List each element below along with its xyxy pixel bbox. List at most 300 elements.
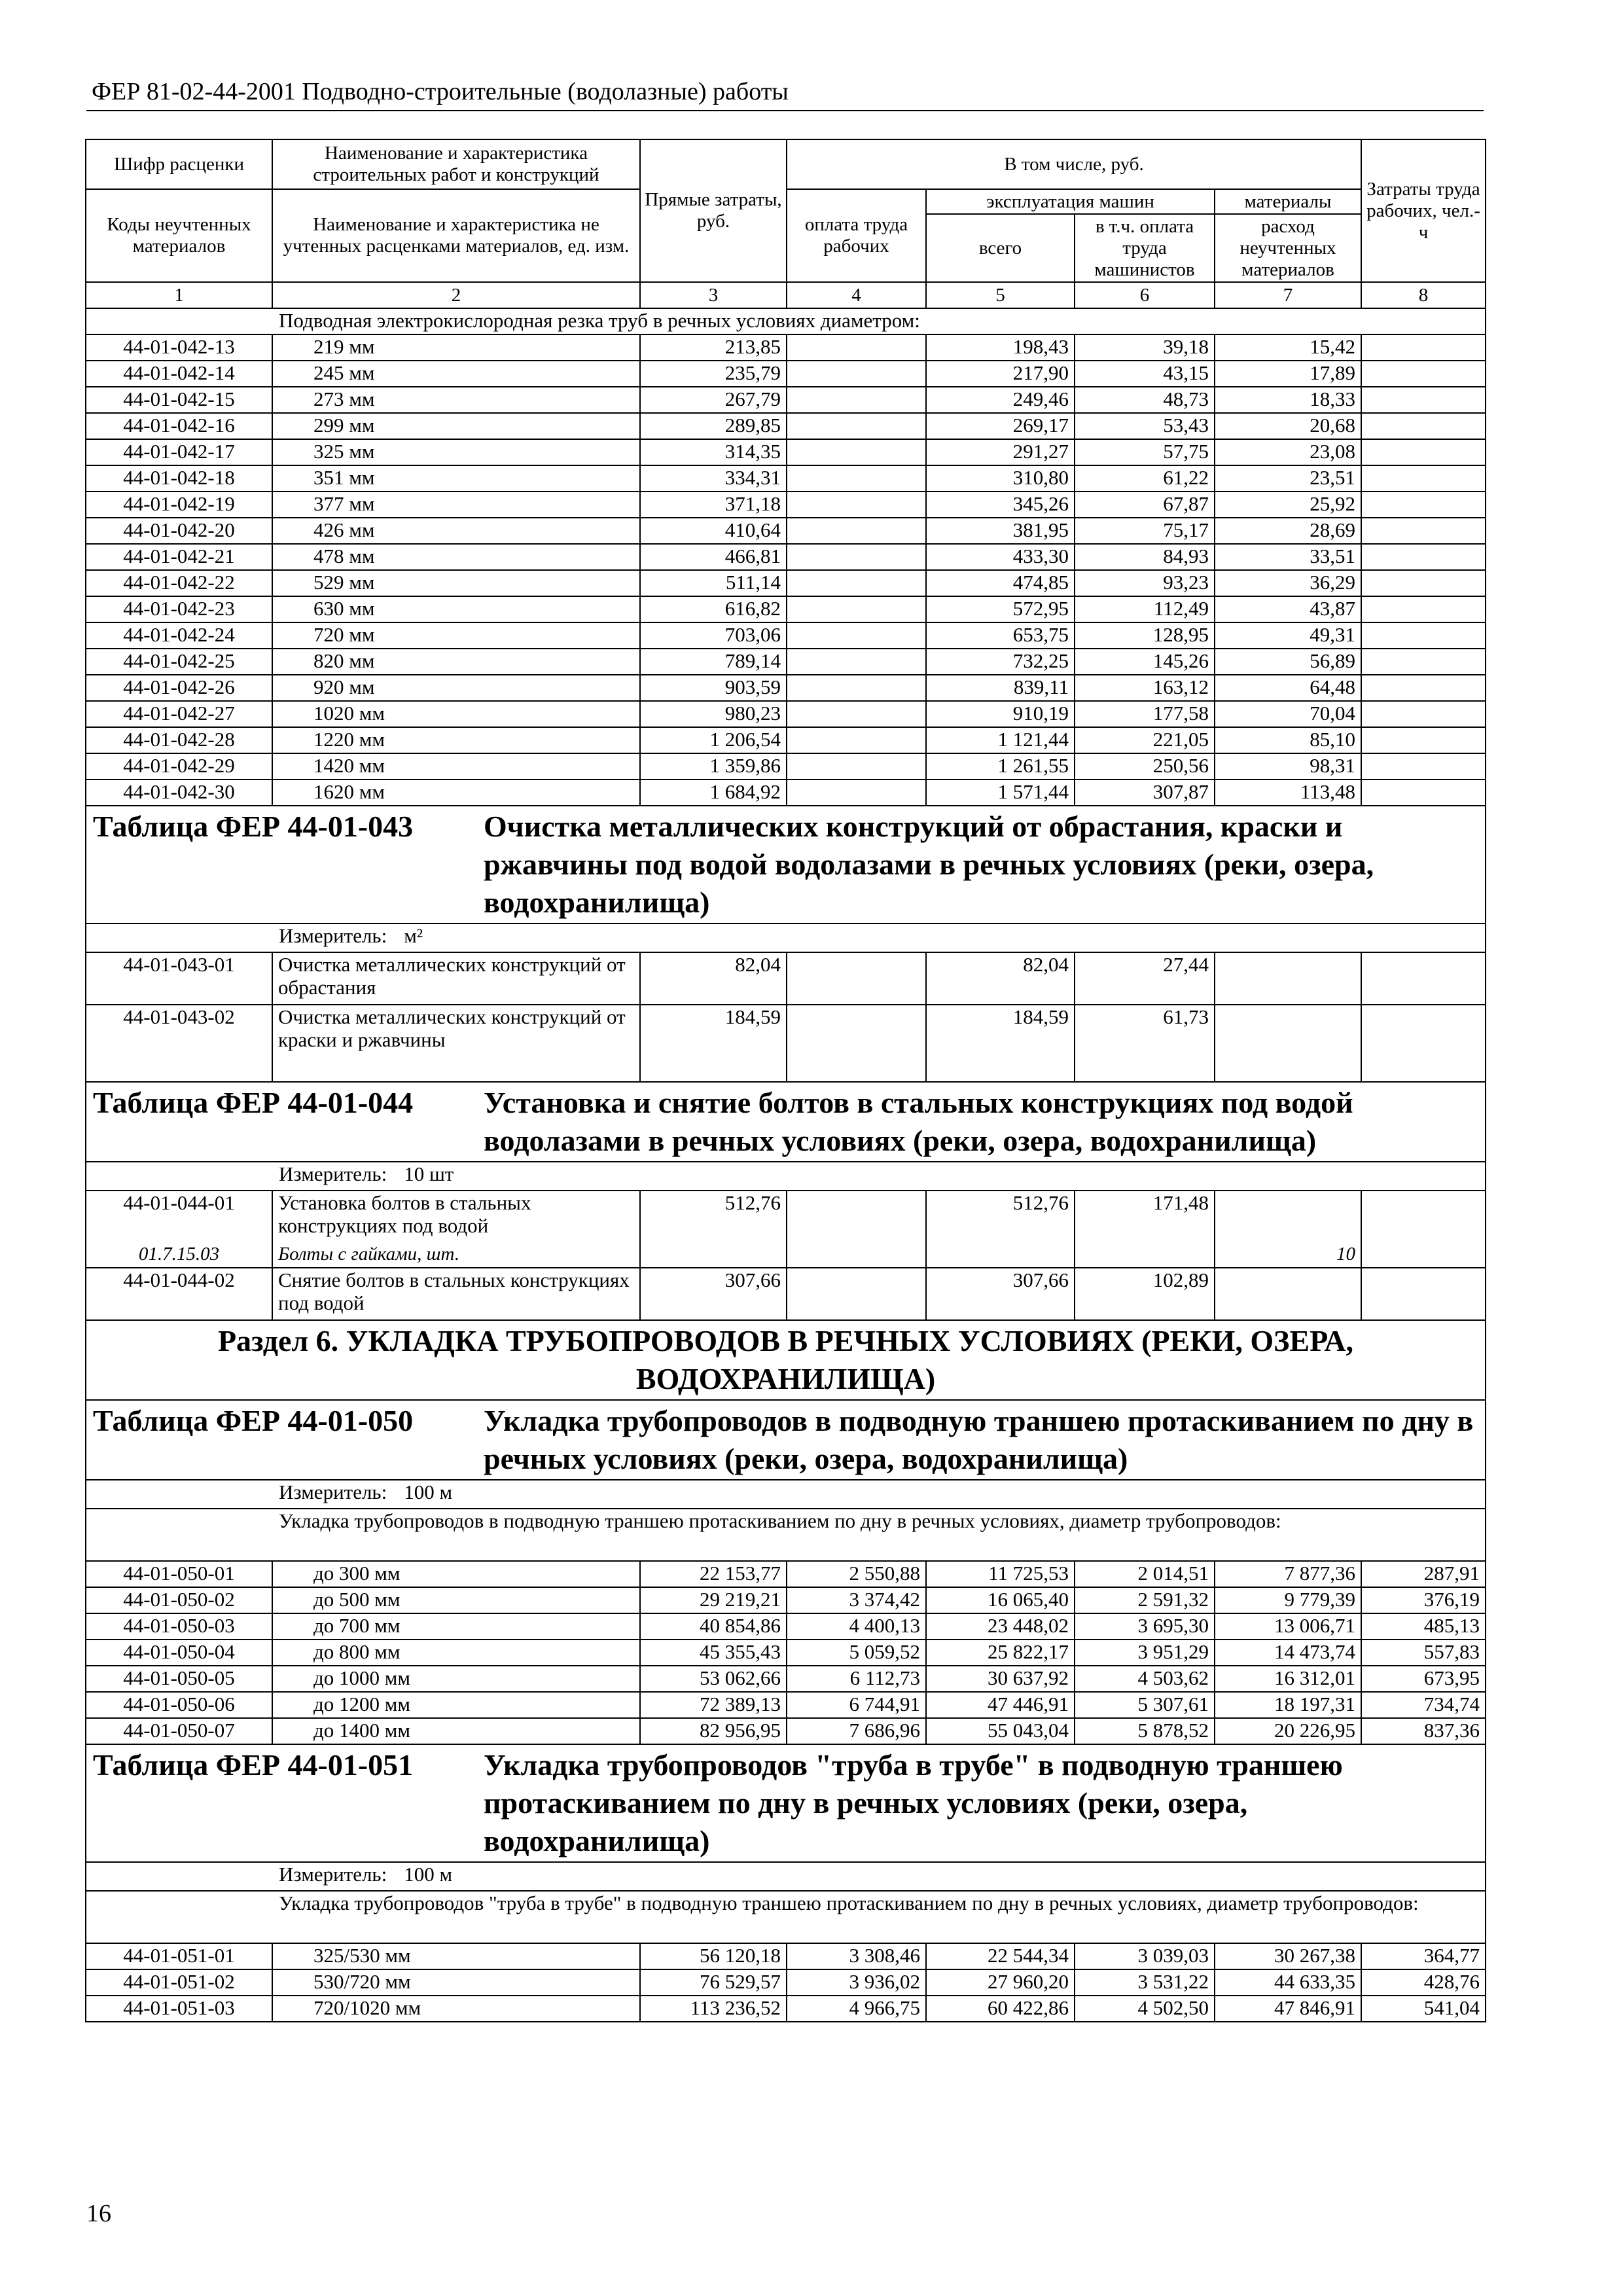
row-labor [787, 753, 926, 780]
row-hours [1361, 753, 1486, 780]
row-mach-labor: 171,48 [1075, 1191, 1215, 1243]
row-code: 44-01-050-06 [86, 1692, 272, 1718]
row-mach-labor: 48,73 [1075, 387, 1215, 413]
col-header-machines-labor: в т.ч. оплата труда машинистов [1075, 214, 1215, 282]
row-labor [787, 334, 926, 361]
table-043-title: Очистка металлических конструкций от обрастания, краски и ржавчины под водой водолазами в речных условиях (реки, озера, водохранилища) [484, 810, 1374, 919]
table-row [86, 334, 1486, 361]
row-labor [787, 413, 926, 439]
col-number: 3 [640, 282, 787, 308]
row-direct: 307,66 [640, 1268, 787, 1320]
price-table-content [85, 139, 1485, 2022]
row-name: Очистка металлических конструкций от краски и ржавчины [272, 1005, 640, 1082]
measure-label: Измеритель: [279, 1480, 387, 1503]
row-mach: 1 121,44 [926, 727, 1075, 753]
table-row [86, 1005, 1486, 1082]
table-051-heading [86, 1744, 1486, 1862]
table-044-number: Таблица ФЕР 44-01-044 [93, 1086, 414, 1119]
row-direct: 511,14 [640, 570, 787, 596]
table-044-heading [86, 1082, 1486, 1162]
row-labor: 3 936,02 [787, 1969, 926, 1996]
row-direct: 82 956,95 [640, 1718, 787, 1744]
row-name: 920 мм [272, 675, 640, 701]
row-mach-labor: 3 531,22 [1075, 1969, 1215, 1996]
table-row [86, 1587, 1486, 1613]
table-row [86, 1692, 1486, 1718]
row-code: 44-01-042-26 [86, 675, 272, 701]
table-050-number: Таблица ФЕР 44-01-050 [93, 1404, 414, 1437]
row-code: 44-01-042-27 [86, 701, 272, 727]
row-mach-labor: 61,73 [1075, 1005, 1215, 1082]
row-mat: 18 197,31 [1215, 1692, 1361, 1718]
row-code: 44-01-051-03 [86, 1996, 272, 2022]
row-code: 44-01-042-13 [86, 334, 272, 361]
row-direct: 82,04 [640, 952, 787, 1005]
row-hours [1361, 1268, 1486, 1320]
section-6-title: Раздел 6. УКЛАДКА ТРУБОПРОВОДОВ В РЕЧНЫХ УСЛОВИЯХ (РЕКИ, ОЗЕРА, ВОДОХРАНИЛИЩА) [86, 1320, 1486, 1400]
col-number: 4 [787, 282, 926, 308]
row-mach: 249,46 [926, 387, 1075, 413]
row-mat: 28,69 [1215, 518, 1361, 544]
row-mat: 25,92 [1215, 492, 1361, 518]
row-name: 273 мм [272, 387, 640, 413]
col-number: 7 [1215, 282, 1361, 308]
row-mach-labor: 75,17 [1075, 518, 1215, 544]
row-code: 44-01-050-03 [86, 1613, 272, 1640]
col-header-direct: Прямые затраты, руб. [640, 139, 787, 282]
row-mat: 13 006,71 [1215, 1613, 1361, 1640]
row-code: 44-01-050-01 [86, 1561, 272, 1587]
row-mach: 82,04 [926, 952, 1075, 1005]
row-mat: 47 846,91 [1215, 1996, 1361, 2022]
row-name: до 500 мм [272, 1587, 640, 1613]
row-direct: 410,64 [640, 518, 787, 544]
row-mat [1215, 1005, 1361, 1082]
row-mat [1215, 1191, 1361, 1243]
row-name: до 1000 мм [272, 1666, 640, 1692]
row-labor: 6 112,73 [787, 1666, 926, 1692]
row-hours [1361, 439, 1486, 465]
row-labor [787, 570, 926, 596]
row-labor [787, 1268, 926, 1320]
row-hours: 376,19 [1361, 1587, 1486, 1613]
table-row [86, 1718, 1486, 1744]
row-direct: 1 206,54 [640, 727, 787, 753]
row-hours [1361, 649, 1486, 675]
col-header-incl: В том числе, руб. [787, 139, 1361, 189]
table-050-measure [86, 1480, 1486, 1509]
row-mat [1215, 952, 1361, 1005]
table-row [86, 413, 1486, 439]
row-hours: 541,04 [1361, 1996, 1486, 2022]
row-mach-labor: 27,44 [1075, 952, 1215, 1005]
row-mach: 474,85 [926, 570, 1075, 596]
row-code: 44-01-042-21 [86, 544, 272, 570]
col-header-name-materials: Наименование и характеристика не учтенных расценками материалов, ед. изм. [272, 189, 640, 282]
row-hours: 673,95 [1361, 1666, 1486, 1692]
row-mat: 23,08 [1215, 439, 1361, 465]
table-050-title: Укладка трубопроводов в подводную траншею протаскиванием по дну в речных условиях (реки, озера, водохранилища) [484, 1404, 1474, 1475]
row-mach-labor: 3 951,29 [1075, 1640, 1215, 1666]
table-row [86, 1561, 1486, 1587]
row-mach-labor: 250,56 [1075, 753, 1215, 780]
table-043-measure [86, 924, 1486, 952]
row-name: 377 мм [272, 492, 640, 518]
table-row [86, 1640, 1486, 1666]
col-header-machines-total: всего [926, 214, 1075, 282]
row-code: 44-01-042-15 [86, 387, 272, 413]
col-header-labor-cost: Затраты труда рабочих, чел.-ч [1361, 139, 1486, 282]
row-hours [1361, 1005, 1486, 1082]
row-mach: 307,66 [926, 1268, 1075, 1320]
row-labor: 3 308,46 [787, 1943, 926, 1969]
row-mach: 60 422,86 [926, 1996, 1075, 2022]
row-mat: 9 779,39 [1215, 1587, 1361, 1613]
row-mat: 56,89 [1215, 649, 1361, 675]
row-direct: 267,79 [640, 387, 787, 413]
row-hours [1361, 701, 1486, 727]
row-name: 478 мм [272, 544, 640, 570]
row-labor [787, 439, 926, 465]
row-hours [1361, 518, 1486, 544]
row-code: 44-01-042-22 [86, 570, 272, 596]
row-mach-labor: 5 307,61 [1075, 1692, 1215, 1718]
row-mat: 36,29 [1215, 570, 1361, 596]
row-name: 530/720 мм [272, 1969, 640, 1996]
row-name: до 800 мм [272, 1640, 640, 1666]
row-hours [1361, 1191, 1486, 1243]
row-name: 325 мм [272, 439, 640, 465]
table-row [86, 727, 1486, 753]
running-header: ФЕР 81-02-44-2001 Подводно-строительные (водолазные) работы [92, 78, 789, 105]
row-labor: 6 744,91 [787, 1692, 926, 1718]
row-mach-labor: 39,18 [1075, 334, 1215, 361]
row-mat: 18,33 [1215, 387, 1361, 413]
row-direct: 466,81 [640, 544, 787, 570]
table-044-measure [86, 1162, 1486, 1191]
row-mat: 23,51 [1215, 465, 1361, 492]
row-name: Очистка металлических конструкций от обрастания [272, 952, 640, 1005]
row-name: 351 мм [272, 465, 640, 492]
row-code: 44-01-042-29 [86, 753, 272, 780]
row-code: 44-01-042-17 [86, 439, 272, 465]
row-mach: 345,26 [926, 492, 1075, 518]
row-mach: 291,27 [926, 439, 1075, 465]
row-direct: 1 359,86 [640, 753, 787, 780]
row-mach: 47 446,91 [926, 1692, 1075, 1718]
row-mat: 85,10 [1215, 727, 1361, 753]
header-rule [86, 110, 1484, 111]
price-table-body [86, 139, 1486, 2022]
row-mach-labor: 53,43 [1075, 413, 1215, 439]
row-hours [1361, 361, 1486, 387]
row-labor: 4 400,13 [787, 1613, 926, 1640]
row-mach-labor: 57,75 [1075, 439, 1215, 465]
row-mach-labor: 5 878,52 [1075, 1718, 1215, 1744]
measure-unit: м² [404, 924, 423, 947]
col-header-materials-unaccounted: расход неучтенных материалов [1215, 214, 1361, 282]
row-code: 44-01-050-07 [86, 1718, 272, 1744]
table-row [86, 439, 1486, 465]
row-mat: 20,68 [1215, 413, 1361, 439]
col-number: 1 [86, 282, 272, 308]
table-row [86, 649, 1486, 675]
row-mach-labor: 2 591,32 [1075, 1587, 1215, 1613]
row-mach-labor: 145,26 [1075, 649, 1215, 675]
table-row [86, 1996, 1486, 2022]
row-labor [787, 727, 926, 753]
table-row [86, 1613, 1486, 1640]
row-direct: 980,23 [640, 701, 787, 727]
row-code: 44-01-043-01 [86, 952, 272, 1005]
table-row [86, 492, 1486, 518]
row-code: 44-01-051-02 [86, 1969, 272, 1996]
col-header-labor: оплата труда рабочих [787, 189, 926, 282]
row-direct: 703,06 [640, 622, 787, 649]
row-code: 44-01-042-23 [86, 596, 272, 622]
row-hours: 734,74 [1361, 1692, 1486, 1718]
material-qty: 10 [1215, 1243, 1361, 1268]
row-labor: 2 550,88 [787, 1561, 926, 1587]
row-mat: 17,89 [1215, 361, 1361, 387]
row-direct: 76 529,57 [640, 1969, 787, 1996]
measure-unit: 10 шт [404, 1162, 454, 1185]
col-header-code-materials: Коды неучтенных материалов [86, 189, 272, 282]
row-labor: 7 686,96 [787, 1718, 926, 1744]
row-labor [787, 361, 926, 387]
row-hours [1361, 544, 1486, 570]
row-name: 720 мм [272, 622, 640, 649]
row-name: 219 мм [272, 334, 640, 361]
row-direct: 371,18 [640, 492, 787, 518]
row-mach: 27 960,20 [926, 1969, 1075, 1996]
row-direct: 29 219,21 [640, 1587, 787, 1613]
table-row [86, 387, 1486, 413]
row-hours: 287,91 [1361, 1561, 1486, 1587]
table-row [86, 544, 1486, 570]
row-direct: 289,85 [640, 413, 787, 439]
row-mat: 44 633,35 [1215, 1969, 1361, 1996]
row-direct: 72 389,13 [640, 1692, 787, 1718]
row-mach-labor: 221,05 [1075, 727, 1215, 753]
row-code: 44-01-042-16 [86, 413, 272, 439]
row-mach-labor: 93,23 [1075, 570, 1215, 596]
group-intro: Подводная электрокислородная резка труб в речных условиях диаметром: [86, 308, 1486, 334]
row-name: 1620 мм [272, 780, 640, 806]
row-name: 529 мм [272, 570, 640, 596]
table-row [86, 622, 1486, 649]
row-mat: 16 312,01 [1215, 1666, 1361, 1692]
row-mach-labor: 177,58 [1075, 701, 1215, 727]
col-number: 2 [272, 282, 640, 308]
table-051-measure [86, 1862, 1486, 1891]
col-header-code: Шифр расценки [86, 139, 272, 189]
row-code: 44-01-050-04 [86, 1640, 272, 1666]
group-intro: Укладка трубопроводов в подводную траншею протаскиванием по дну в речных условиях, диаметр трубопроводов: [86, 1509, 1486, 1561]
row-mach: 839,11 [926, 675, 1075, 701]
row-hours: 485,13 [1361, 1613, 1486, 1640]
row-mach-labor: 102,89 [1075, 1268, 1215, 1320]
row-hours [1361, 413, 1486, 439]
row-mach: 310,80 [926, 465, 1075, 492]
row-mat [1215, 1268, 1361, 1320]
row-labor [787, 544, 926, 570]
row-name: 426 мм [272, 518, 640, 544]
row-hours [1361, 465, 1486, 492]
table-row [86, 570, 1486, 596]
row-labor [787, 1005, 926, 1082]
row-hours [1361, 387, 1486, 413]
row-direct: 22 153,77 [640, 1561, 787, 1587]
row-code: 44-01-050-02 [86, 1587, 272, 1613]
row-direct: 903,59 [640, 675, 787, 701]
row-name: Установка болтов в стальных конструкциях под водой [272, 1191, 640, 1243]
row-mach-labor: 112,49 [1075, 596, 1215, 622]
row-mach: 23 448,02 [926, 1613, 1075, 1640]
table-row [86, 1943, 1486, 1969]
row-name: Снятие болтов в стальных конструкциях под водой [272, 1268, 640, 1320]
material-name: Болты с гайками, шт. [272, 1243, 640, 1268]
row-hours [1361, 780, 1486, 806]
row-mach-labor: 3 695,30 [1075, 1613, 1215, 1640]
row-mat: 49,31 [1215, 622, 1361, 649]
row-hours [1361, 675, 1486, 701]
row-code: 44-01-042-18 [86, 465, 272, 492]
material-code: 01.7.15.03 [86, 1243, 272, 1268]
table-row [86, 518, 1486, 544]
col-number: 5 [926, 282, 1075, 308]
row-direct: 789,14 [640, 649, 787, 675]
row-mach: 55 043,04 [926, 1718, 1075, 1744]
row-mat: 15,42 [1215, 334, 1361, 361]
row-direct: 53 062,66 [640, 1666, 787, 1692]
row-mat: 30 267,38 [1215, 1943, 1361, 1969]
row-labor [787, 701, 926, 727]
row-mach: 269,17 [926, 413, 1075, 439]
row-mach: 653,75 [926, 622, 1075, 649]
table-row [86, 1666, 1486, 1692]
col-number: 8 [1361, 282, 1486, 308]
row-mach: 1 261,55 [926, 753, 1075, 780]
measure-label: Измеритель: [279, 924, 387, 947]
row-code: 44-01-042-24 [86, 622, 272, 649]
table-051-title: Укладка трубопроводов "труба в трубе" в подводную траншею протаскиванием по дну в речных условиях (реки, озера, водохранилища) [484, 1748, 1343, 1857]
row-name: 820 мм [272, 649, 640, 675]
row-direct: 40 854,86 [640, 1613, 787, 1640]
row-mach: 22 544,34 [926, 1943, 1075, 1969]
page-number: 16 [86, 2200, 111, 2227]
row-mach: 198,43 [926, 334, 1075, 361]
row-name: до 1200 мм [272, 1692, 640, 1718]
row-hours [1361, 622, 1486, 649]
row-mach: 25 822,17 [926, 1640, 1075, 1666]
row-labor: 5 059,52 [787, 1640, 926, 1666]
row-direct: 184,59 [640, 1005, 787, 1082]
row-code: 44-01-042-25 [86, 649, 272, 675]
row-mat: 64,48 [1215, 675, 1361, 701]
row-mach: 11 725,53 [926, 1561, 1075, 1587]
row-code: 44-01-042-30 [86, 780, 272, 806]
row-code: 44-01-051-01 [86, 1943, 272, 1969]
measure-label: Измеритель: [279, 1162, 387, 1185]
measure-unit: 100 м [404, 1480, 453, 1503]
row-mat: 20 226,95 [1215, 1718, 1361, 1744]
row-mat: 70,04 [1215, 701, 1361, 727]
row-code: 44-01-042-20 [86, 518, 272, 544]
row-mat: 14 473,74 [1215, 1640, 1361, 1666]
row-direct: 334,31 [640, 465, 787, 492]
col-header-name: Наименование и характеристика строительных работ и конструкций [272, 139, 640, 189]
table-row [86, 780, 1486, 806]
row-hours [1361, 727, 1486, 753]
row-mach-labor: 128,95 [1075, 622, 1215, 649]
row-code: 44-01-042-19 [86, 492, 272, 518]
row-name: до 1400 мм [272, 1718, 640, 1744]
row-direct: 616,82 [640, 596, 787, 622]
row-direct: 45 355,43 [640, 1640, 787, 1666]
row-mach: 30 637,92 [926, 1666, 1075, 1692]
row-mach: 512,76 [926, 1191, 1075, 1243]
table-row [86, 1969, 1486, 1996]
row-labor [787, 387, 926, 413]
table-050-heading [86, 1400, 1486, 1480]
row-mach: 910,19 [926, 701, 1075, 727]
table-043-heading [86, 806, 1486, 924]
row-direct: 235,79 [640, 361, 787, 387]
table-row [86, 1191, 1486, 1243]
row-direct: 113 236,52 [640, 1996, 787, 2022]
row-direct: 56 120,18 [640, 1943, 787, 1969]
row-name: до 700 мм [272, 1613, 640, 1640]
row-direct: 213,85 [640, 334, 787, 361]
row-mat: 113,48 [1215, 780, 1361, 806]
row-labor [787, 622, 926, 649]
row-mat: 33,51 [1215, 544, 1361, 570]
group-intro: Укладка трубопроводов "труба в трубе" в подводную траншею протаскиванием по дну в речных условиях, диаметр трубопроводов: [86, 1891, 1486, 1943]
row-name: 299 мм [272, 413, 640, 439]
row-code: 44-01-043-02 [86, 1005, 272, 1082]
row-mach-labor: 307,87 [1075, 780, 1215, 806]
row-mach: 184,59 [926, 1005, 1075, 1082]
row-hours: 364,77 [1361, 1943, 1486, 1969]
material-row [86, 1243, 1486, 1268]
row-name: 245 мм [272, 361, 640, 387]
row-name: до 300 мм [272, 1561, 640, 1587]
row-direct: 1 684,92 [640, 780, 787, 806]
table-044-title: Установка и снятие болтов в стальных конструкциях под водой водолазами в речных условиях (реки, озера, водохранилища) [484, 1086, 1353, 1157]
row-mach: 381,95 [926, 518, 1075, 544]
col-header-materials: материалы [1215, 189, 1361, 214]
row-name: 630 мм [272, 596, 640, 622]
row-name: 1020 мм [272, 701, 640, 727]
col-header-machines: эксплуатация машин [926, 189, 1215, 214]
row-hours [1361, 570, 1486, 596]
row-hours [1361, 952, 1486, 1005]
row-code: 44-01-042-14 [86, 361, 272, 387]
row-direct: 512,76 [640, 1191, 787, 1243]
row-name: 1420 мм [272, 753, 640, 780]
row-code: 44-01-044-01 [86, 1191, 272, 1243]
row-mach: 732,25 [926, 649, 1075, 675]
row-labor [787, 518, 926, 544]
row-mach-labor: 67,87 [1075, 492, 1215, 518]
row-mach: 1 571,44 [926, 780, 1075, 806]
table-051-number: Таблица ФЕР 44-01-051 [93, 1748, 414, 1782]
table-row [86, 596, 1486, 622]
row-labor: 4 966,75 [787, 1996, 926, 2022]
row-mat: 7 877,36 [1215, 1561, 1361, 1587]
table-row [86, 1268, 1486, 1320]
